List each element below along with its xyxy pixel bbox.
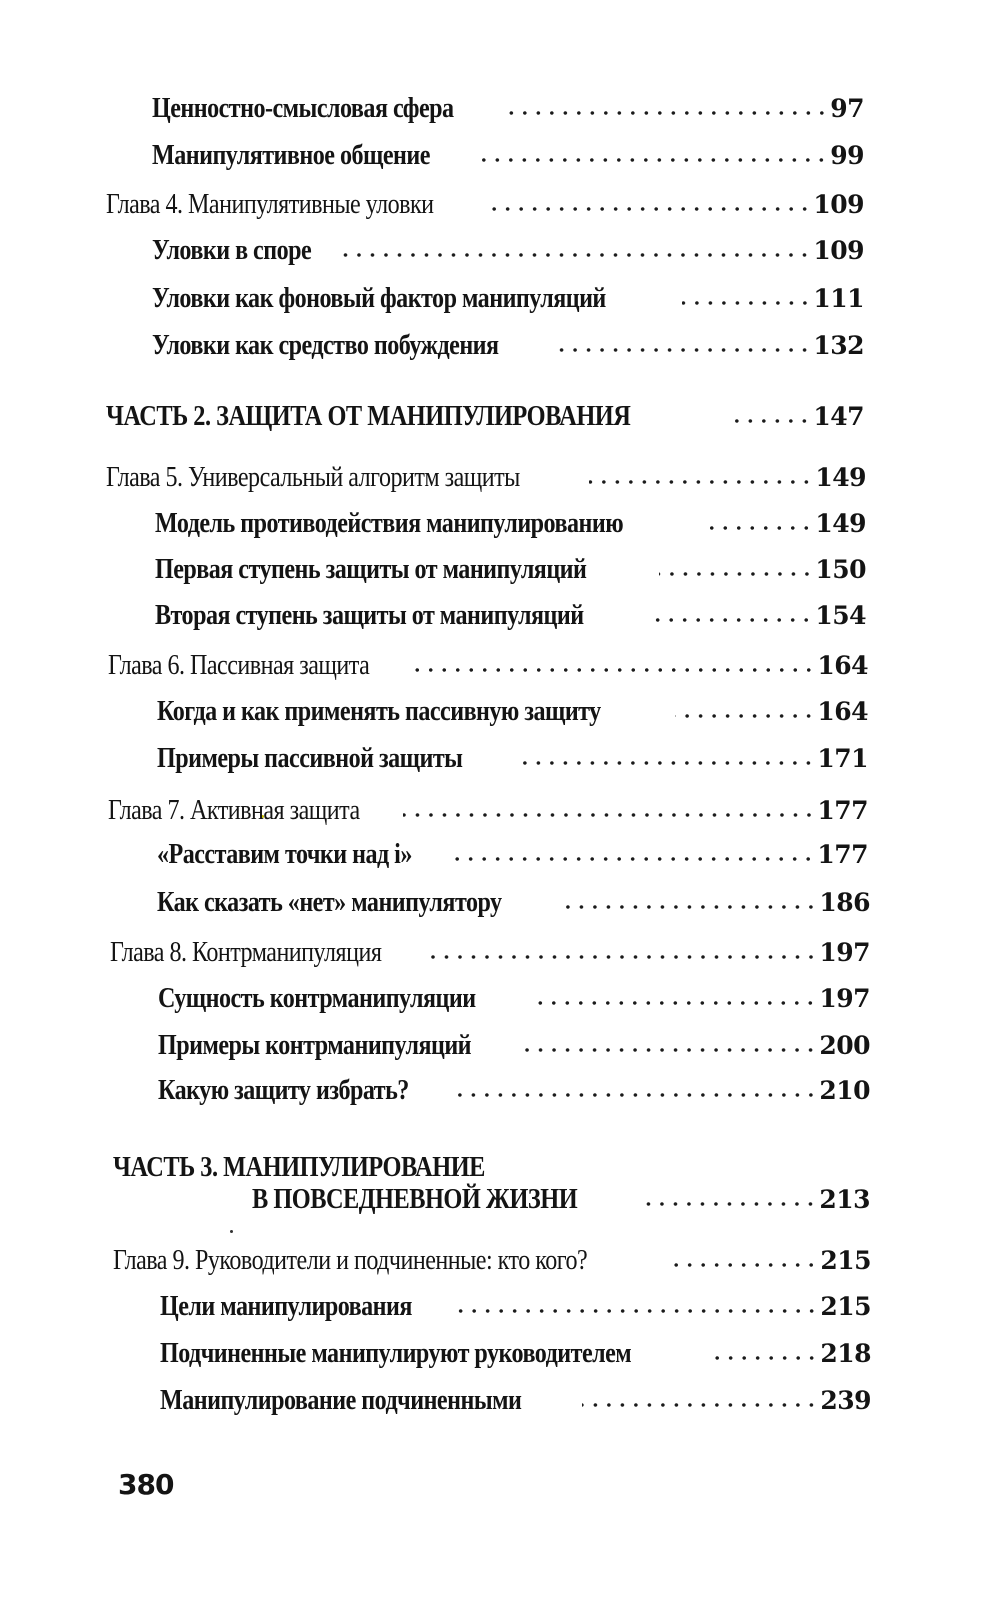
- toc-chapter: [108, 794, 868, 828]
- toc-entry-page: 97: [830, 94, 864, 123]
- dot-leader: [682, 287, 812, 307]
- toc-entry-title: Глава 8. Контрманипуляция: [110, 937, 382, 968]
- toc-entry-page: 111: [813, 284, 864, 313]
- toc-entry: [160, 1337, 871, 1371]
- toc-entry-page: 210: [819, 1076, 870, 1105]
- toc-entry-title: Как сказать «нет» манипулятору: [157, 887, 502, 918]
- dot-leader: [455, 843, 815, 863]
- toc-entry-title: Подчиненные манипулируют руководителем: [160, 1338, 632, 1369]
- toc-entry-title: «Расставим точки над i»: [157, 839, 412, 870]
- dot-leader: [582, 1389, 818, 1409]
- dot-leader: [666, 1249, 818, 1269]
- page-number: 380: [118, 1468, 174, 1501]
- toc-entry-page: 177: [817, 840, 868, 869]
- toc-entry: [152, 282, 864, 316]
- toc-entry-page: 149: [815, 509, 866, 538]
- toc-entry-page: 215: [820, 1292, 871, 1321]
- toc-entry-title: Манипулирование подчиненными: [160, 1385, 522, 1416]
- toc-entry-title: Манипулятивное общение: [152, 140, 430, 171]
- toc-entry-title: Глава 9. Руководители и подчиненные: кто кого?: [113, 1245, 588, 1276]
- toc-entry-title: Когда и как применять пассивную защиту: [157, 696, 601, 727]
- toc-entry-page: 132: [813, 331, 864, 360]
- toc-entry-title: ЧАСТЬ 2. ЗАЩИТА ОТ МАНИПУЛИРОВАНИЯ: [106, 400, 631, 432]
- toc-entry: [158, 982, 870, 1016]
- dot-leader: [557, 334, 811, 354]
- dot-leader: [452, 1079, 818, 1099]
- dot-leader: [701, 512, 813, 532]
- toc-entry-title: Глава 7. Активная защита: [108, 795, 360, 826]
- toc-chapter: [106, 461, 866, 495]
- toc-entry-page: 177: [817, 796, 868, 825]
- dot-leader: [514, 747, 815, 767]
- toc-entry: [158, 1029, 870, 1063]
- toc-entry: [152, 92, 864, 126]
- toc-entry-page: 164: [817, 651, 868, 680]
- toc-entry-page: 109: [813, 236, 864, 265]
- toc-part-heading-line1: ЧАСТЬ 3. МАНИПУЛИРОВАНИЕ: [113, 1151, 485, 1183]
- toc-entry: [157, 742, 868, 776]
- toc-entry-title: Ценностно-смысловая сфера: [152, 93, 454, 124]
- dot-leader: [641, 1188, 817, 1208]
- toc-entry-page: 99: [830, 141, 864, 170]
- toc-entry: [157, 886, 870, 920]
- dot-leader: [505, 97, 829, 117]
- toc-entry-page: 200: [819, 1031, 870, 1060]
- dot-leader: [339, 239, 811, 259]
- toc-chapter: [108, 649, 868, 683]
- toc-entry: [152, 234, 864, 268]
- toc-chapter: [106, 188, 864, 222]
- toc-entry-page: 164: [817, 697, 868, 726]
- dot-leader: [524, 1034, 817, 1054]
- dot-leader: [560, 891, 818, 911]
- toc-entry-page: 218: [820, 1339, 871, 1368]
- toc-entry-title: Цели манипулирования: [160, 1291, 412, 1322]
- toc-entry-title: Модель противодействия манипулированию: [155, 508, 624, 539]
- toc-entry-page: 149: [815, 463, 866, 492]
- toc-entry-page: 197: [819, 938, 870, 967]
- toc-entry-page: 147: [813, 402, 864, 431]
- dot-leader: [710, 1342, 818, 1362]
- dot-leader: [403, 799, 816, 819]
- toc-part-heading: [252, 1182, 870, 1217]
- toc-entry-title: Глава 6. Пассивная защита: [108, 650, 370, 681]
- toc-entry-title: Уловки в споре: [152, 235, 312, 266]
- toc-entry-title: Примеры контрманипуляций: [158, 1030, 472, 1061]
- toc-entry-title: В ПОВСЕДНЕВНОЙ ЖИЗНИ: [252, 1183, 578, 1215]
- dot-leader: [489, 193, 811, 213]
- scan-speck: [230, 1230, 233, 1233]
- toc-entry-page: 197: [819, 984, 870, 1013]
- toc-entry-title: Уловки как средство побуждения: [152, 330, 499, 361]
- dot-leader: [414, 654, 816, 674]
- dot-leader: [477, 144, 828, 164]
- toc-entry-page: 171: [817, 744, 868, 773]
- dot-leader: [675, 700, 815, 720]
- toc-entry: [160, 1384, 871, 1418]
- toc-entry-page: 154: [815, 601, 866, 630]
- toc-entry: [155, 507, 866, 541]
- dot-leader: [732, 405, 811, 425]
- toc-entry: [158, 1074, 870, 1108]
- toc-entry-title: Вторая ступень защиты от манипуляций: [155, 600, 584, 631]
- toc-entry-page: 186: [819, 888, 870, 917]
- dot-leader: [655, 604, 813, 624]
- dot-leader: [589, 466, 813, 486]
- toc-entry: [155, 553, 866, 587]
- dot-leader: [659, 558, 814, 578]
- dot-leader: [428, 941, 818, 961]
- toc-entry: [152, 329, 864, 363]
- toc-entry: [155, 599, 866, 633]
- toc-entry-title: Уловки как фоновый фактор манипуляций: [152, 283, 606, 314]
- toc-entry: [152, 139, 864, 173]
- toc-entry-title: Сущность контрманипуляции: [158, 983, 476, 1014]
- toc-entry-title: Какую защиту избрать?: [158, 1075, 409, 1106]
- toc-chapter: [110, 936, 870, 970]
- toc-entry-title: Глава 4. Манипулятивные уловки: [106, 189, 434, 220]
- toc-entry-page: 150: [815, 555, 866, 584]
- toc-entry-title: Первая ступень защиты от манипуляций: [155, 554, 587, 585]
- toc-entry-title: Глава 5. Универсальный алгоритм защиты: [106, 462, 520, 493]
- dot-leader: [455, 1295, 818, 1315]
- toc-entry-title: Примеры пассивной защиты: [157, 743, 463, 774]
- toc-chapter: [113, 1244, 871, 1278]
- toc-entry-page: 109: [813, 190, 864, 219]
- toc-entry-page: 213: [819, 1185, 870, 1214]
- toc-entry-page: 239: [820, 1386, 871, 1415]
- toc-entry-page: 215: [820, 1246, 871, 1275]
- toc-part-heading: [106, 399, 864, 434]
- toc-entry: [157, 838, 868, 872]
- toc-entry: [157, 695, 868, 729]
- toc-entry: [160, 1290, 871, 1324]
- dot-leader: [529, 987, 817, 1007]
